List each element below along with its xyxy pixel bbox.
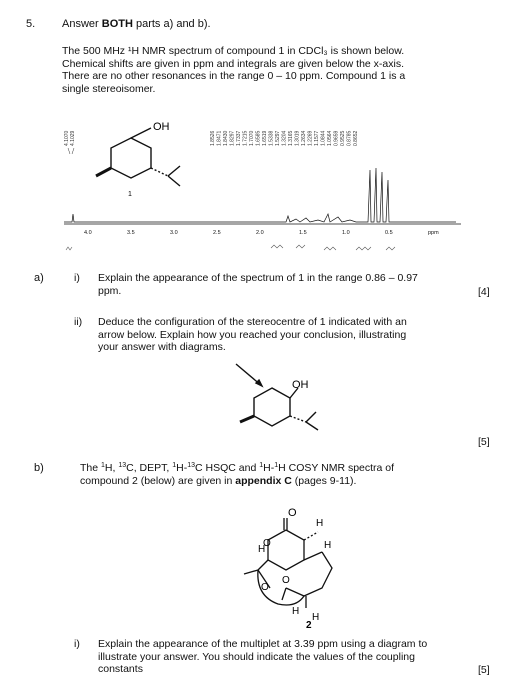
axis-tick-label: 2.5 — [213, 230, 221, 236]
text-line: illustrate your answer. You should indicate the values of the coupling — [98, 650, 415, 663]
peak-label: 1.6519 — [262, 130, 268, 146]
axis-tick-label: 2.0 — [256, 230, 264, 236]
text-line: Explain the appearance of the spectrum of 1 in the range 0.86 – 0.97 — [98, 272, 418, 284]
peak-label: 1.1577 — [314, 130, 320, 146]
peak-label: 1.3165 — [288, 130, 294, 146]
part-a-i-text — [98, 272, 478, 297]
peak-label: 4.1070 — [64, 130, 70, 146]
part-a-ii-label: ii) — [74, 316, 83, 328]
part-a-ii-text — [98, 316, 478, 354]
axis-tick-label: 3.0 — [170, 230, 178, 236]
text-line: your answer with diagrams. — [98, 341, 226, 353]
peak-label: 1.2634 — [301, 130, 307, 146]
compound-1-structure — [96, 128, 180, 186]
atom-label: H — [258, 544, 266, 555]
intro-line: The 500 MHz ¹H NMR spectrum of compound 1 in CDCl₃ is shown below. — [62, 45, 405, 57]
peak-label: 1.6585 — [255, 130, 262, 146]
atom-label: H — [312, 612, 320, 623]
axis-ticks — [84, 230, 439, 236]
axis-tick-label: 3.5 — [127, 230, 135, 236]
nmr-spectrum — [56, 110, 476, 260]
oh-label: OH — [292, 379, 309, 391]
peak-label: 1.8526 — [210, 130, 216, 146]
text-line: arrow below. Explain how you reached your conclusion, illustrating — [98, 328, 407, 341]
axis-tick-label: 4.0 — [84, 230, 92, 236]
oh-label: OH — [153, 121, 170, 133]
peak-label: 1.7215 — [242, 130, 249, 146]
part-b-text — [80, 462, 480, 487]
peak-label: 1.5338 — [268, 130, 275, 146]
compound-label: 1 — [128, 191, 132, 198]
peak-labels-right — [210, 130, 359, 146]
atom-label: O — [282, 575, 290, 586]
intro-line: There are no other resonances in the range 0 – 10 ppm. Compound 1 is a — [62, 70, 406, 82]
integral-marks — [66, 245, 395, 250]
peak-label: 1.8430 — [223, 130, 229, 146]
peak-label: 1.0564 — [327, 130, 333, 146]
peak-label: 1.7337 — [236, 130, 242, 146]
intro-paragraph — [62, 45, 482, 95]
atom-label: O — [263, 538, 271, 549]
peak-label: 1.5297 — [275, 130, 281, 146]
peak-label: 1.0844 — [320, 130, 327, 146]
atom-label: O — [288, 507, 297, 519]
part-b-label: b) — [34, 462, 44, 474]
marks: [5] — [478, 436, 490, 448]
peak-label: 1.3019 — [294, 130, 301, 146]
peak-label: 0.8652 — [353, 130, 359, 146]
peak-label: 1.7070 — [249, 130, 255, 146]
text-line: The $^1$H, $^{13}$C, DEPT, $^1$H-$^{13}$C HSQC and $^1$H-$^1$H COSY NMR spectra of — [80, 462, 395, 474]
text-line: ppm. — [98, 284, 122, 297]
atom-label: H — [316, 518, 324, 529]
axis-tick-label: 1.5 — [299, 230, 307, 236]
peak-label: 1.3204 — [281, 130, 288, 146]
compound-1-arrow-structure — [228, 358, 348, 438]
peak-label: 0.8785 — [346, 130, 353, 146]
atom-label: O — [261, 582, 269, 593]
part-a-i-label: i) — [74, 272, 80, 284]
text-line: constants — [98, 663, 143, 675]
peak-labels-left — [64, 130, 76, 154]
peak-label: 1.8297 — [229, 130, 236, 146]
question-header: Answer BOTH parts a) and b). — [62, 18, 211, 30]
peak-label: 4.1029 — [70, 130, 76, 146]
question-number: 5. — [26, 18, 36, 30]
part-a-label: a) — [34, 272, 44, 284]
part-b-i-text — [98, 638, 478, 676]
axis-tick-label: 0.5 — [385, 230, 393, 236]
atom-label: H — [324, 540, 332, 551]
axis-tick-label: ppm — [428, 230, 439, 236]
peak-label: 1.2269 — [307, 130, 314, 146]
spectrum-trace — [64, 168, 456, 222]
part-b-i-label: i) — [74, 638, 80, 650]
text-line: compound 2 (below) are given in appendix C (pages 9-11). — [80, 474, 357, 487]
peak-label: 0.9659 — [333, 130, 340, 146]
atom-label: H — [292, 606, 300, 617]
compound-label: 2 — [306, 620, 312, 630]
text-line: Explain the appearance of the multiplet at 3.39 ppm using a diagram to — [98, 638, 428, 650]
peak-label: 1.8471 — [216, 130, 223, 146]
text-line: Deduce the configuration of the stereocentre of 1 indicated with an — [98, 316, 407, 328]
axis-tick-label: 1.0 — [342, 230, 350, 236]
compound-2-structure — [226, 500, 376, 630]
marks: [5] — [478, 664, 490, 676]
intro-line: single stereoisomer. — [62, 82, 156, 95]
peak-label: 0.9525 — [340, 130, 346, 146]
marks: [4] — [478, 286, 490, 298]
intro-line: Chemical shifts are given in ppm and integrals are given below the x-axis. — [62, 57, 405, 70]
